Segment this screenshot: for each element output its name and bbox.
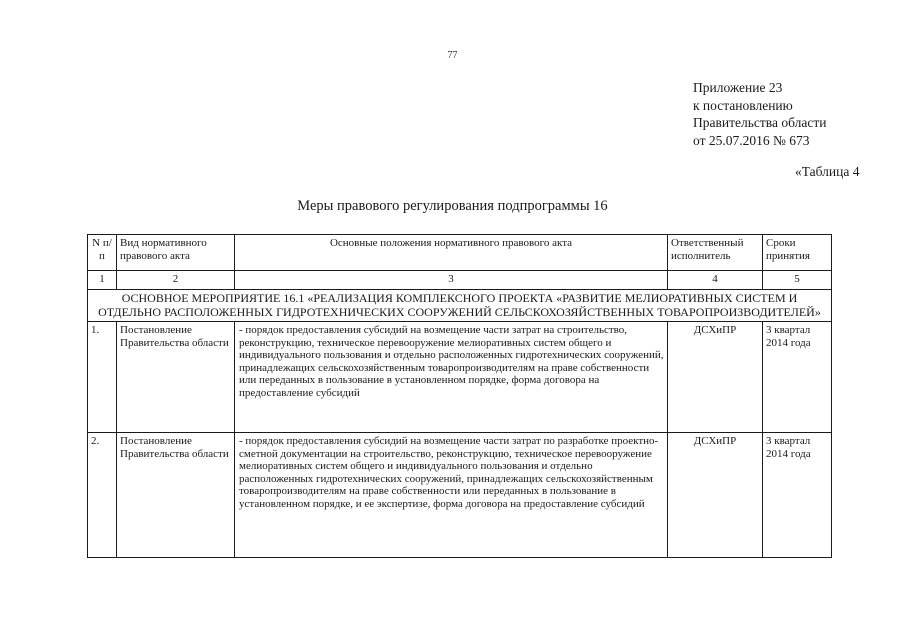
page-number: 77 (447, 50, 458, 61)
measures-table (87, 234, 832, 558)
header-number: N п/п (88, 235, 117, 271)
row-executor: ДСХиПР (668, 433, 763, 558)
header-executor: Ответственный исполнитель (668, 235, 763, 271)
column-number: 5 (763, 271, 832, 290)
column-number-row (88, 271, 832, 290)
row-deadline: 3 квартал 2014 года (763, 322, 832, 433)
section-row (88, 290, 832, 322)
document-title: Меры правового регулирования подпрограммы 16 (297, 198, 608, 214)
table-row (88, 322, 832, 433)
table-row (88, 433, 832, 558)
header-act-type: Вид нормативного правового акта (117, 235, 235, 271)
appendix-line: к постановлению (693, 97, 793, 113)
column-number: 2 (117, 271, 235, 290)
column-number: 4 (668, 271, 763, 290)
column-number: 1 (88, 271, 117, 290)
row-deadline: 3 квартал 2014 года (763, 433, 832, 558)
table-reference: «Таблица 4 (795, 164, 860, 179)
section-title: ОСНОВНОЕ МЕРОПРИЯТИЕ 16.1 «РЕАЛИЗАЦИЯ КОМПЛЕКСНОГО ПРОЕКТА «РАЗВИТИЕ МЕЛИОРАТИВНЫХ СИСТЕМ И ОТДЕЛЬНО РАСПОЛОЖЕННЫХ ГИДРОТЕХНИЧЕСКИХ СООРУЖЕНИЙ СЕЛЬСКОХОЗЯЙСТВЕННЫХ ТОВАРОПРОИЗВОДИТЕЛЕЙ» (88, 290, 832, 322)
row-executor: ДСХиПР (668, 322, 763, 433)
appendix-line: от 25.07.2016 № 673 (693, 132, 810, 148)
appendix-header (693, 79, 826, 149)
column-number: 3 (235, 271, 668, 290)
row-act-type: Постановление Правительства области (117, 433, 235, 558)
header-deadline: Сроки принятия (763, 235, 832, 271)
row-act-type: Постановление Правительства области (117, 322, 235, 433)
header-main-provisions: Основные положения нормативного правового акта (235, 235, 668, 271)
row-number: 2. (88, 433, 117, 558)
appendix-line: Приложение 23 (693, 80, 783, 95)
row-number: 1. (88, 322, 117, 433)
appendix-line: Правительства области (693, 115, 827, 130)
row-content: - порядок предоставления субсидий на возмещение части затрат на строительство, реконструкцию, техническое перевооружение мелиоративных систем общего и индивидуального пользования и отдельно расположенных гидротехнических сооружений, принадлежащих сельскохозяйственным товаропроизводителям на праве собственности или переданных в пользование в установленном порядке, форма договора на предоставление субсидий (235, 322, 668, 433)
row-content: - порядок предоставления субсидий на возмещение части затрат по разработке проектно-сметной документации на строительство, реконструкцию, техническое перевооружение мелиоративных систем общего и индивидуального пользования и отдельно расположенных гидротехнических сооружений, принадлежащих сельскохозяйственным товаропроизводителям на праве собственности или переданных в пользование в установленном порядке, и ее экспертизе, форма договора на предоставление субсидий (235, 433, 668, 558)
